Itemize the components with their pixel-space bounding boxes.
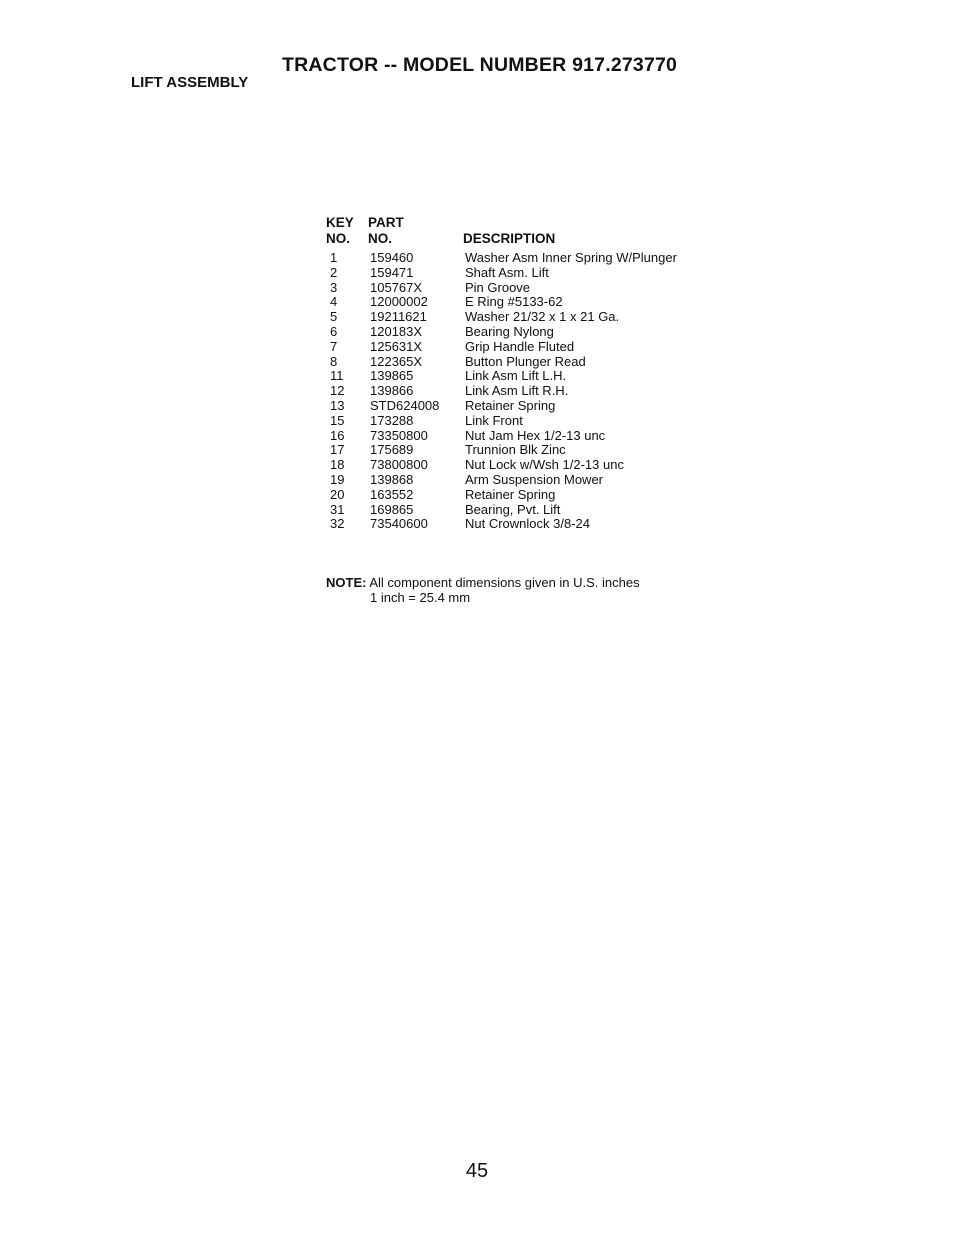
part-number: 125631X <box>370 338 423 354</box>
table-row <box>326 369 677 384</box>
part-header-line1: PART <box>368 215 404 230</box>
table-row <box>326 517 677 532</box>
table-row <box>326 266 677 281</box>
part-number: 139868 <box>370 471 414 487</box>
key-number: 1 <box>330 250 338 265</box>
note-line-1 <box>326 575 640 590</box>
key-number: 18 <box>330 457 345 473</box>
key-number: 15 <box>330 412 345 428</box>
part-description: Pin Groove <box>465 279 531 295</box>
table-row <box>326 443 677 458</box>
key-number: 20 <box>330 486 345 502</box>
table-row <box>326 355 677 370</box>
table-row <box>326 281 677 296</box>
key-number: 11 <box>330 368 344 384</box>
parts-list <box>326 215 677 532</box>
part-description: Washer Asm Inner Spring W/Plunger <box>465 250 677 265</box>
part-description: Nut Crownlock 3/8-24 <box>465 516 590 532</box>
table-row <box>326 414 677 429</box>
part-number: 139865 <box>370 368 414 384</box>
part-number: 159460 <box>370 250 414 265</box>
part-description: Retainer Spring <box>465 486 556 502</box>
part-number: 169865 <box>370 501 414 517</box>
part-description: Trunnion Blk Zinc <box>465 442 566 458</box>
table-row <box>326 503 677 518</box>
part-description: Retainer Spring <box>465 397 556 413</box>
key-number: 13 <box>330 397 345 413</box>
parts-list-header-row-1 <box>326 215 677 231</box>
table-row <box>326 384 677 399</box>
part-number: 73800800 <box>370 457 428 473</box>
table-row <box>326 340 677 355</box>
note <box>326 575 640 605</box>
description-header: DESCRIPTION <box>463 231 556 246</box>
table-row <box>326 458 677 473</box>
part-number: 105767X <box>370 279 423 295</box>
key-number: 4 <box>330 294 338 310</box>
key-number: 12 <box>330 383 345 399</box>
part-description: Nut Jam Hex 1/2-13 unc <box>465 427 606 443</box>
table-row <box>326 295 677 310</box>
part-description: Washer 21/32 x 1 x 21 Ga. <box>465 309 620 325</box>
parts-list-rows <box>326 251 677 532</box>
part-number: 175689 <box>370 442 414 458</box>
key-number: 8 <box>330 353 338 369</box>
section-title: LIFT ASSEMBLY <box>131 74 249 91</box>
key-number: 16 <box>330 427 345 443</box>
key-number: 5 <box>330 309 338 325</box>
part-number: STD624008 <box>370 397 440 413</box>
key-header-line1: KEY <box>326 215 354 230</box>
part-number: 173288 <box>370 412 414 428</box>
note-text: All component dimensions given in U.S. inches <box>369 575 640 590</box>
part-number: 159471 <box>370 264 414 280</box>
key-number: 32 <box>330 516 345 532</box>
part-number: 122365X <box>370 353 423 369</box>
part-number: 120183X <box>370 323 423 339</box>
note-label: NOTE: <box>326 575 367 590</box>
part-description: Button Plunger Read <box>465 353 586 369</box>
page-title: TRACTOR -- MODEL NUMBER 917.273770 <box>282 54 678 76</box>
part-description: Link Asm Lift L.H. <box>465 368 567 384</box>
page-number: 45 <box>465 1160 489 1182</box>
table-row <box>326 251 677 266</box>
parts-list-header-row-2 <box>326 231 677 247</box>
part-description: Shaft Asm. Lift <box>465 264 549 280</box>
part-number: 73540600 <box>370 516 428 532</box>
key-number: 17 <box>330 442 345 458</box>
part-description: Grip Handle Fluted <box>465 338 575 354</box>
part-description: Arm Suspension Mower <box>465 471 603 487</box>
note-conversion: 1 inch = 25.4 mm <box>370 590 471 605</box>
part-number: 12000002 <box>370 294 428 310</box>
table-row <box>326 310 677 325</box>
key-number: 31 <box>330 501 345 517</box>
key-number: 3 <box>330 279 338 295</box>
table-row <box>326 325 677 340</box>
part-number: 163552 <box>370 486 414 502</box>
part-description: Link Front <box>465 412 523 428</box>
key-number: 6 <box>330 323 338 339</box>
key-number: 7 <box>330 338 338 354</box>
part-description: Bearing Nylong <box>465 323 554 339</box>
table-row <box>326 488 677 503</box>
part-description: Nut Lock w/Wsh 1/2-13 unc <box>465 457 624 473</box>
key-header-line2: NO. <box>326 231 351 246</box>
key-number: 19 <box>330 471 345 487</box>
part-description: Bearing, Pvt. Lift <box>465 501 561 517</box>
part-number: 73350800 <box>370 427 428 443</box>
part-description: E Ring #5133-62 <box>465 294 563 310</box>
part-header-line2: NO. <box>368 231 393 246</box>
part-description: Link Asm Lift R.H. <box>465 383 569 399</box>
key-number: 2 <box>330 264 338 280</box>
part-number: 19211621 <box>370 309 427 325</box>
table-row <box>326 473 677 488</box>
part-number: 139866 <box>370 383 414 399</box>
table-row <box>326 429 677 444</box>
table-row <box>326 399 677 414</box>
